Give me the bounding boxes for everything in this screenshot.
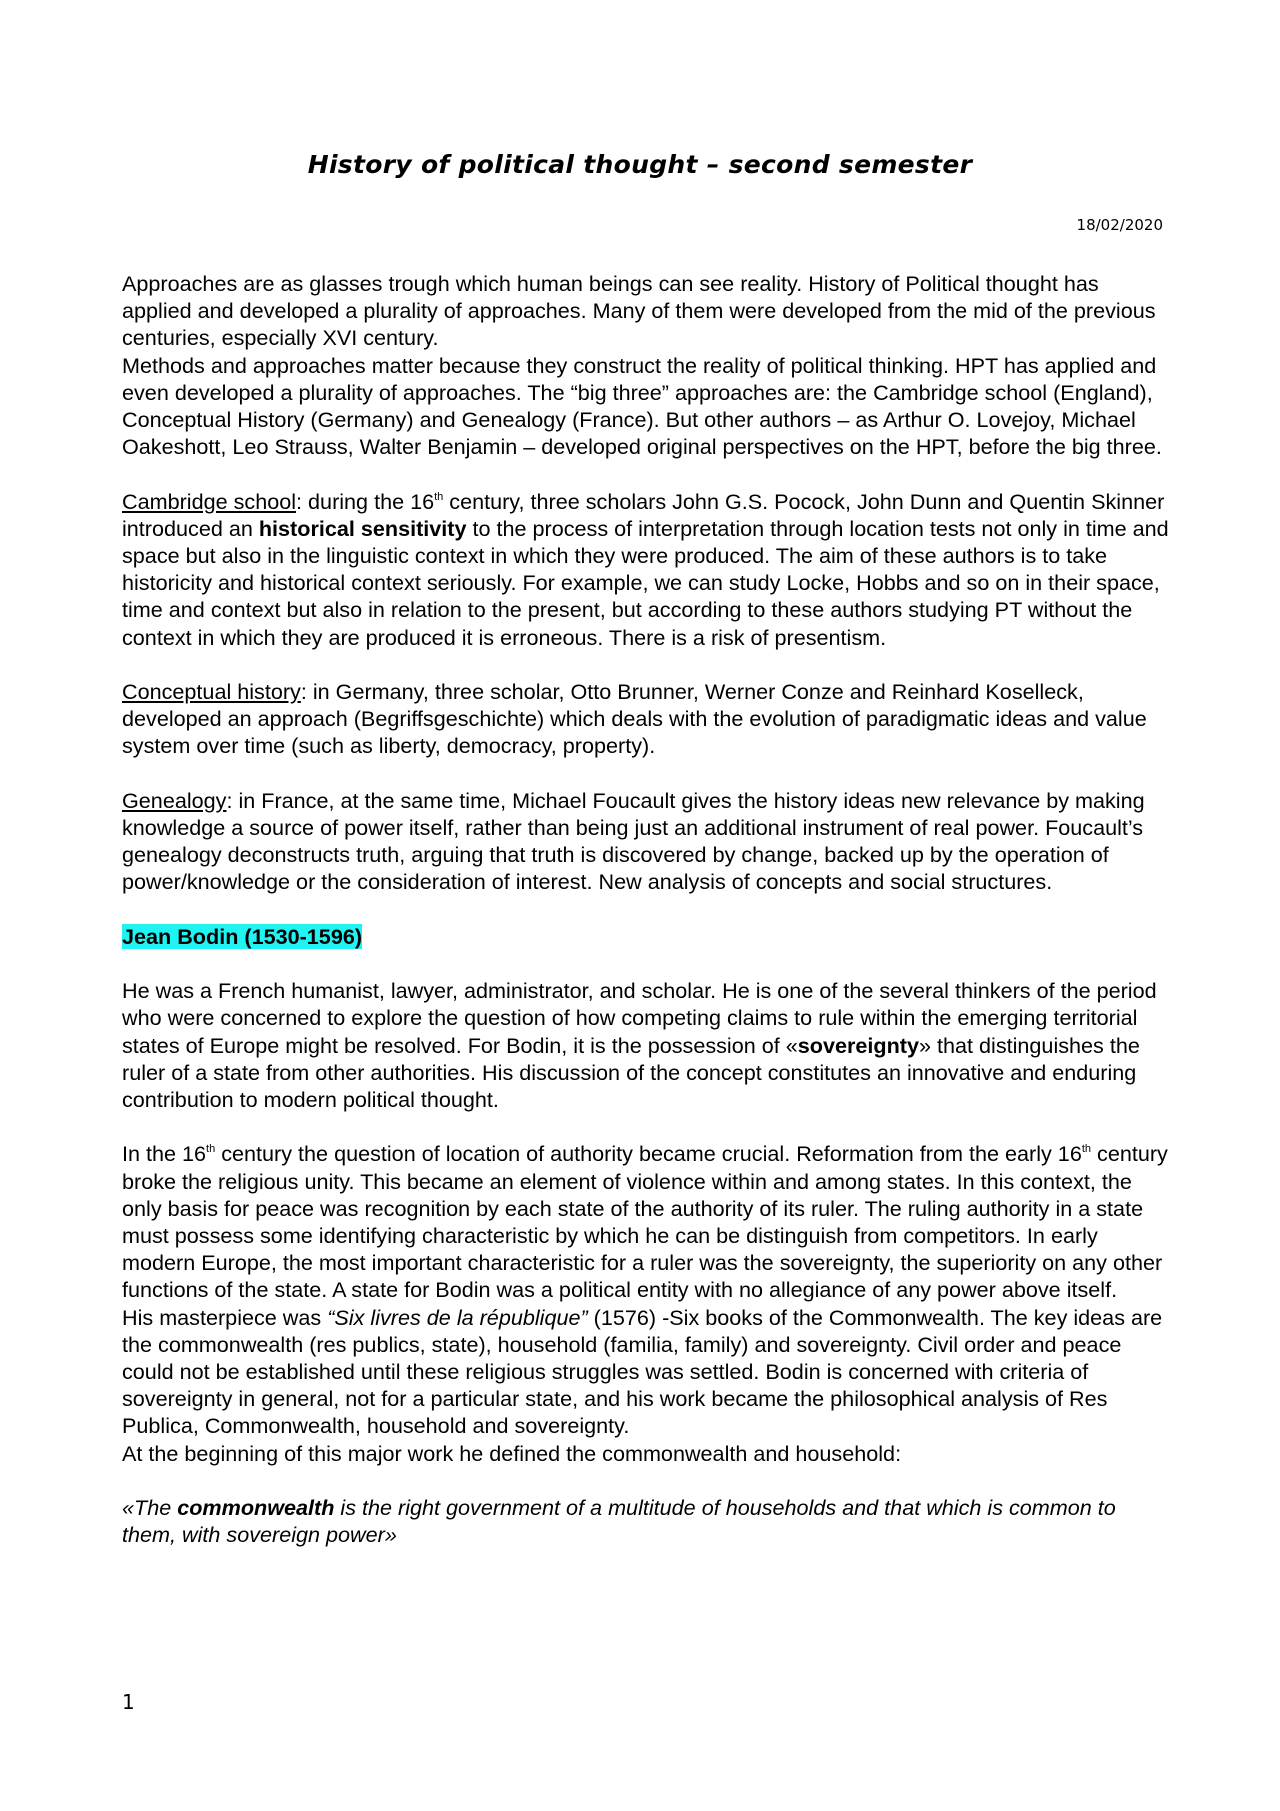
paragraph-definitions-intro: At the beginning of this major work he defined the commonwealth and household:: [122, 1440, 902, 1466]
conceptual-history-label: Conceptual history: [122, 679, 301, 705]
document-body: [122, 270, 1172, 1548]
highlighted-heading: Jean Bodin (1530-1596): [122, 923, 363, 949]
cambridge-school-label: Cambridge school: [122, 488, 297, 514]
paragraph-cambridge-school: Cambridge school: during the 16th century, three scholars John G.S. Pocock, John Dunn and Quentin Skinner introduced an historical sensitivity to the process of interpretation through location tests not only in time and space but also in the linguistic context in which they were produced. The aim of these authors is to take historicity and historical context seriously. For example, we can study Locke, Hobbs and so on in their space, time and context but also in relation to the present, but according to these authors studying PT without the context in which they are produced it is erroneous. There is a risk of presentism.: [122, 488, 1169, 650]
paragraph-methods: Methods and approaches matter because they construct the reality of political thinking. HPT has applied and even developed a plurality of approaches. The “big three” approaches are: the Cambridge school (England), Conceptual History (Germany) and Genealogy (France). But other authors – as Arthur O. Lovejoy, Michael Oakeshott, Leo Strauss, Walter Benjamin – developed original perspectives on the HPT, before the big three.: [122, 352, 1162, 460]
paragraph-conceptual-history: Conceptual history: in Germany, three scholar, Otto Brunner, Werner Conze and Reinhard Koselleck, developed an approach (Begriffsgeschichte) which deals with the evolution of paradigmatic ideas and value system over time (such as liberty, democracy, property).: [122, 679, 1147, 759]
paragraph-bodin-intro: He was a French humanist, lawyer, administrator, and scholar. He is one of the several thinkers of the period who were concerned to explore the question of how competing claims to rule within the emerging territorial states of Europe might be resolved. For Bodin, it is the possession of «sovereignty» that distinguishes the ruler of a state from other authorities. His discussion of the concept constitutes an innovative and enduring contribution to modern political thought.: [122, 978, 1157, 1113]
document-date: 18/02/2020: [1076, 216, 1163, 234]
paragraph-masterpiece: His masterpiece was “Six livres de la république” (1576) -Six books of the Commonwealth. The key ideas are the commonwealth (res publics, state), household (familia, family) and sovereignty. Civil order and peace could not be established until these religious struggles was settled. Bodin is concerned with criteria of sovereignty in general, not for a particular state, and his work became the philosophical analysis of Res Publica, Commonwealth, household and sovereignty.: [122, 1304, 1163, 1439]
page-number: 1: [122, 1690, 135, 1714]
sovereignty-term: sovereignty: [797, 1032, 919, 1058]
historical-sensitivity-term: historical sensitivity: [258, 515, 467, 541]
paragraph-16th-century: In the 16th century the question of location of authority became crucial. Reformation from the early 16th century broke the religious unity. This became an element of violence within and among states. In this context, the only basis for peace was recognition by each state of the authority of its ruler. The ruling authority in a state must possess some identifying characteristic by which he can be distinguish from competitors. In early modern Europe, the most important characteristic for a ruler was the sovereignty, the superiority on any other functions of the state. A state for Bodin was a political entity with no allegiance of any power above itself.: [122, 1141, 1168, 1303]
section-heading-jean-bodin: [122, 923, 1172, 950]
document-title: History of political thought – second semester: [307, 150, 973, 179]
commonwealth-term: commonwealth: [177, 1495, 335, 1521]
paragraph-approaches: Approaches are as glasses trough which human beings can see reality. History of Political thought has applied and developed a plurality of approaches. Many of them were developed from the mid of the previous centuries, especially XVI century.: [122, 271, 1156, 351]
book-title: “Six livres de la république”: [327, 1304, 588, 1330]
quote-commonwealth: «The commonwealth is the right government of a multitude of households and that which is common to them, with sovereign power»: [122, 1495, 1116, 1548]
paragraph-genealogy: Genealogy: in France, at the same time, Michael Foucault gives the history ideas new relevance by making knowledge a source of power itself, rather than being just an additional instrument of real power. Foucault’s genealogy deconstructs truth, arguing that truth is discovered by change, backed up by the operation of power/knowledge or the consideration of interest. New analysis of concepts and social structures.: [122, 787, 1145, 895]
genealogy-label: Genealogy: [122, 787, 227, 813]
